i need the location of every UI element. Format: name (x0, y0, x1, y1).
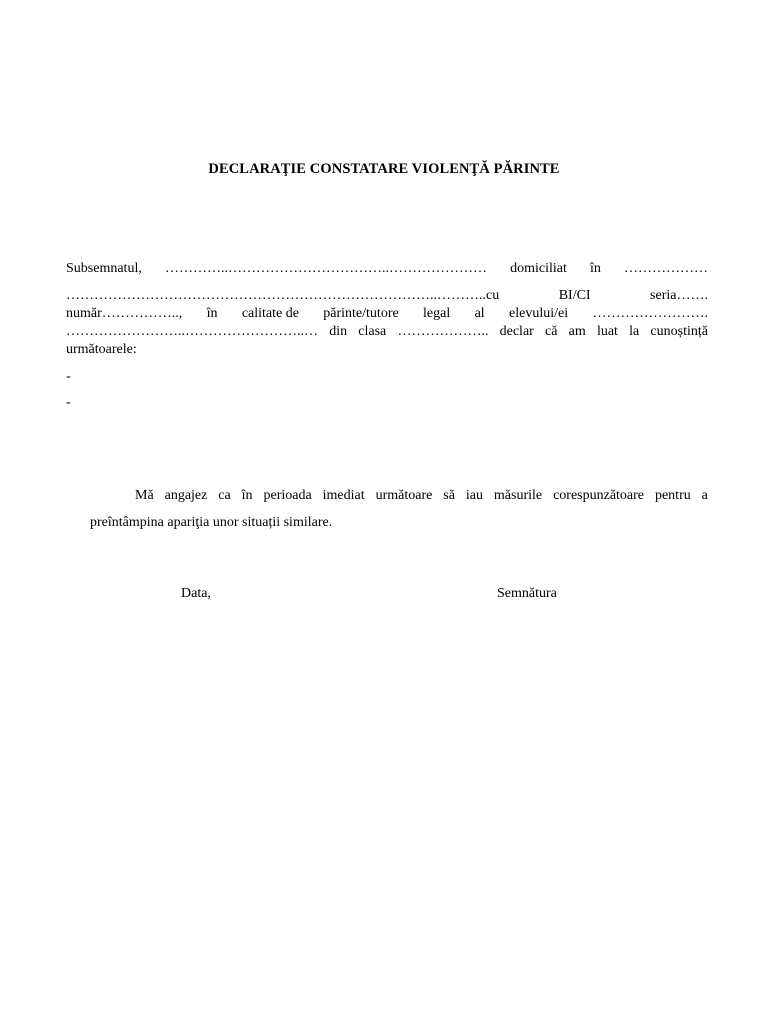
word: declar (499, 324, 534, 339)
word: Subsemnatul, (66, 261, 142, 276)
declarant-line-1 (66, 260, 708, 278)
declarant-line-2 (66, 287, 708, 305)
word: BI/CI (558, 288, 591, 303)
blank-address-cont: ……………………………………………………………………..………..cu (66, 288, 500, 303)
word: cunoștință (650, 324, 708, 339)
word: ca (218, 488, 231, 503)
declarant-line-3 (66, 305, 708, 323)
commitment-line-2: preîntâmpina apariţia unor situații similare. (90, 515, 333, 530)
blank-name: …………..……………………………..………………… (164, 261, 487, 276)
date-label: Data, (181, 586, 211, 601)
word: calitate de (241, 306, 299, 321)
word: pentru (654, 488, 691, 503)
blank-student-cont: ……………………..……………………..… (66, 324, 318, 339)
word: a (701, 488, 708, 503)
declarant-line-4 (66, 323, 708, 341)
word: domiciliat (510, 261, 567, 276)
commitment-line-1 (135, 488, 708, 504)
word: următoare (375, 488, 433, 503)
signature-label: Semnătura (497, 586, 557, 601)
word: la (629, 324, 640, 339)
list-item-dash: - (66, 395, 71, 410)
word: corespunzătoare (553, 488, 645, 503)
word: în (241, 488, 253, 503)
word: Mă (135, 488, 154, 503)
document-title: DECLARAŢIE CONSTATARE VIOLENŢĂ PĂRINTE (208, 161, 560, 177)
word: elevului/ei (509, 306, 569, 321)
word: legal (423, 306, 451, 321)
blank-class: ……………….. (397, 324, 489, 339)
word: părinte/tutore (323, 306, 399, 321)
word: am (568, 324, 586, 339)
word: măsurile (493, 488, 543, 503)
declarant-line-5: următoarele: (66, 342, 137, 357)
word: perioada (263, 488, 312, 503)
word: iau (465, 488, 483, 503)
blank-number: număr…………….., (66, 306, 183, 321)
word: să (443, 488, 455, 503)
word: clasa (358, 324, 387, 339)
word: din (329, 324, 348, 339)
word: în (589, 261, 601, 276)
word: angajez (164, 488, 208, 503)
blank-address: ……………… (624, 261, 708, 276)
word: că (545, 324, 558, 339)
blank-series: seria……. (650, 288, 708, 303)
word: luat (596, 324, 618, 339)
word: al (474, 306, 485, 321)
list-item-dash: - (66, 369, 71, 384)
blank-student: ……………………. (592, 306, 708, 321)
word: imediat (322, 488, 365, 503)
word: în (206, 306, 218, 321)
